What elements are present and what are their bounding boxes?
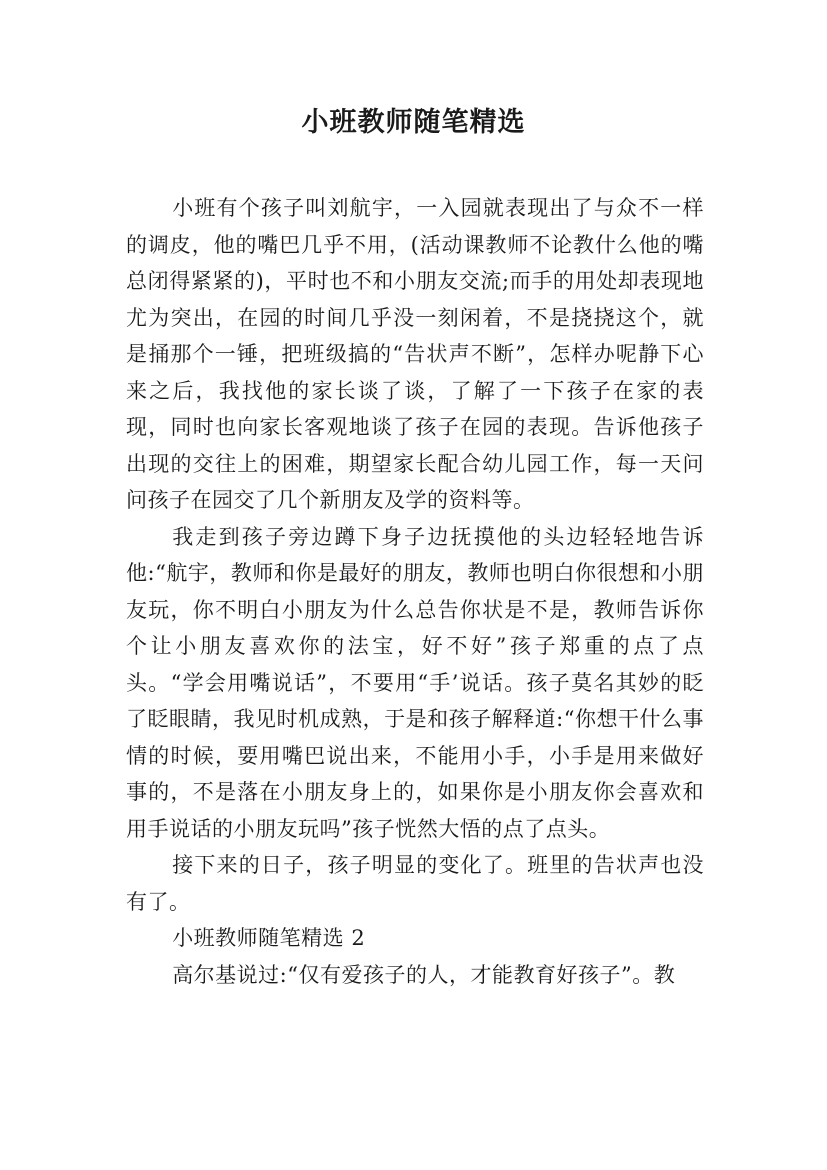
paragraph-2: 我走到孩子旁边蹲下身子边抚摸他的头边轻轻地告诉他:“航宇，教师和你是最好的朋友，教师也明白你很想和小朋友玩，你不明白小朋友为什么总告你状是不是，教师告诉你个让小朋友喜欢你的法宝，好不好”孩子郑重的点了点头。“学会用嘴说话”，不要用“手’说话。孩子莫名其妙的眨了眨眼睛，我见时机成熟，于是和孩子解释道:“你想干什么事情的时候，要用嘴巴说出来，不能用小手，小手是用来做好事的，不是落在小朋友身上的，如果你是小朋友你会喜欢和用手说话的小朋友玩吗”孩子恍然大悟的点了点头。 xyxy=(126,524,704,841)
paragraph-3: 接下来的日子，孩子明显的变化了。班里的告状声也没有了。 xyxy=(126,853,704,914)
section-2-paragraph-1: 高尔基说过:“仅有爱孩子的人，才能教育好孩子”。教 xyxy=(172,962,676,987)
document-body xyxy=(126,190,704,993)
section-2-heading: 小班教师随笔精选 2 xyxy=(172,926,366,950)
paragraph-1: 小班有个孩子叫刘航宇，一入园就表现出了与众不一样的调皮，他的嘴巴几乎不用，(活动课教师不论教什么他的嘴总闭得紧紧的)，平时也不和小朋友交流;而手的用处却表现地尤为突出，在园的时间几乎没一刻闲着，不是挠挠这个，就是捅那个一锤，把班级搞的“告状声不断”，怎样办呢静下心来之后，我找他的家长谈了谈，了解了一下孩子在家的表现，同时也向家长客观地谈了孩子在园的表现。告诉他孩子出现的交往上的困难，期望家长配合幼儿园工作，每一天问问孩子在园交了几个新朋友及学的资料等。 xyxy=(126,196,704,512)
page-title: 小班教师随笔精选 xyxy=(301,107,526,138)
